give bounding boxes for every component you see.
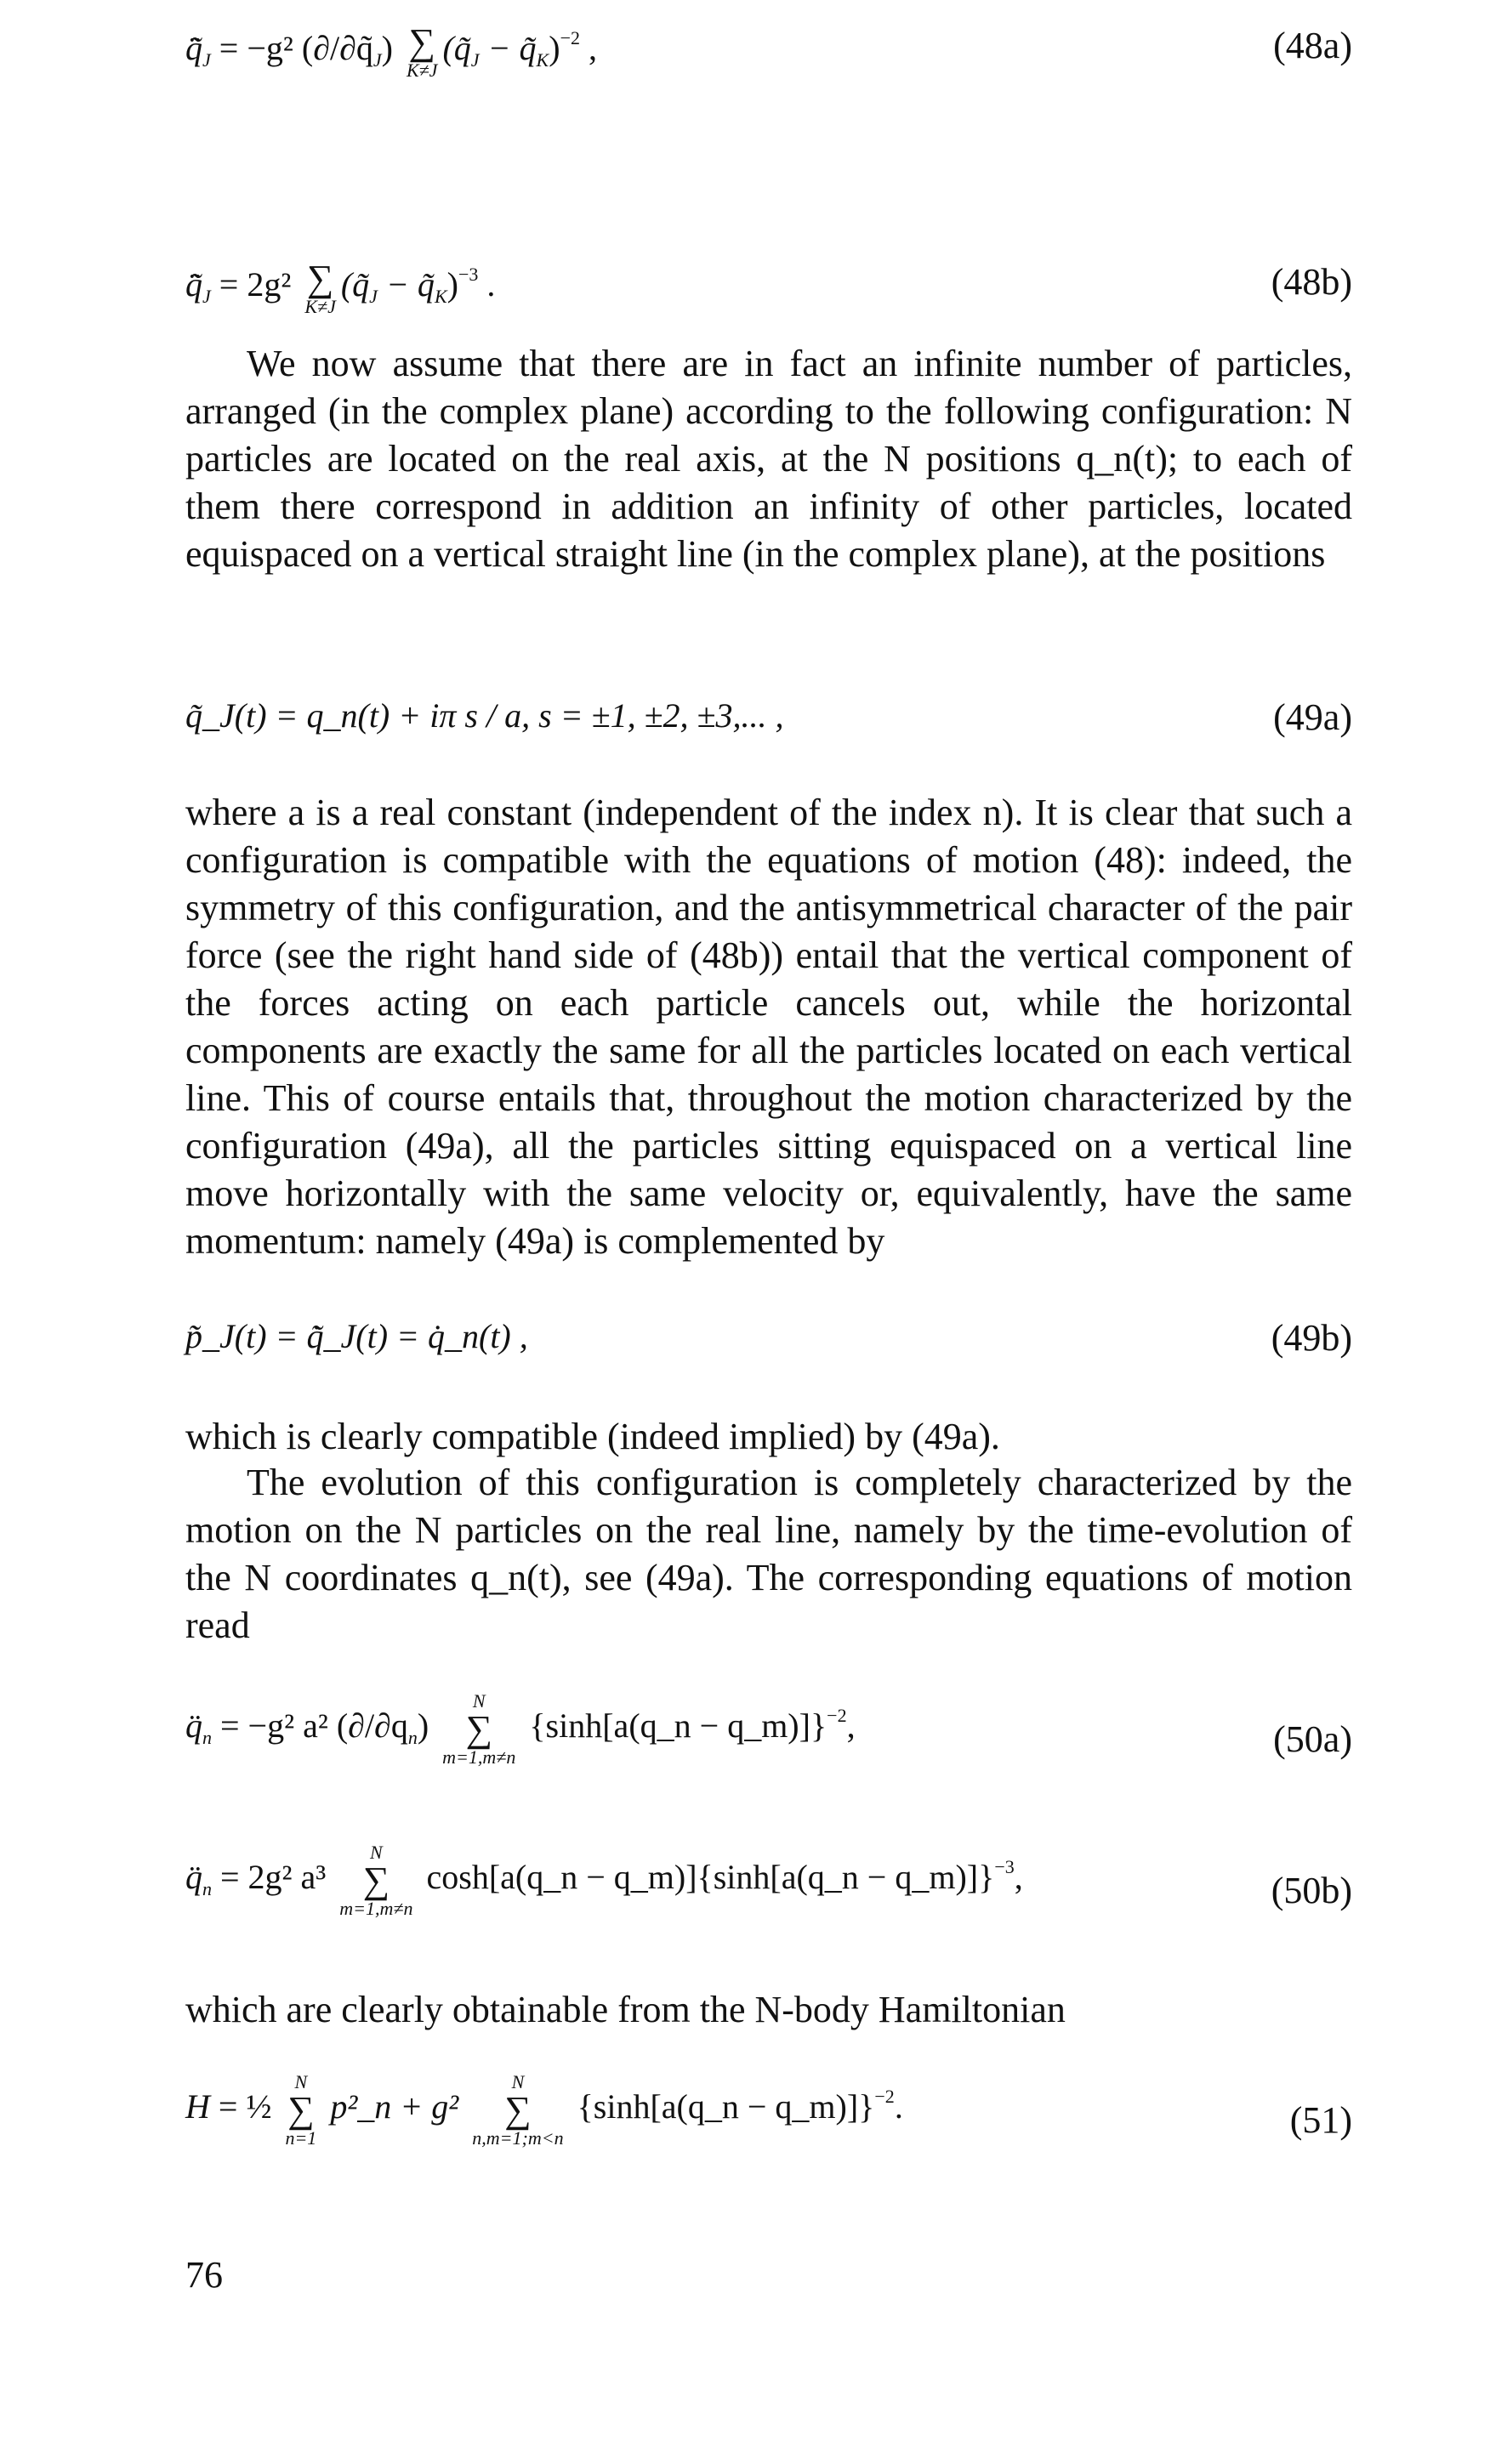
equation-49a [185,695,1352,747]
sum-operator: N ∑ m=1,m≠n [442,1690,516,1768]
equation-number: (50a) [1273,1718,1352,1760]
equation-49b [185,1316,1352,1367]
equation-49b-math: p̃_J(t) = q̃̇_J(t) = q̇_n(t) , [185,1317,528,1355]
sum-operator: ∑ K≠J [304,258,336,317]
sum-operator: ∑ K≠J [406,21,438,81]
equation-number: (50b) [1271,1870,1352,1911]
equation-48a [185,21,1352,100]
paragraph-1: We now assume that there are in fact an infinite number of particles, arranged (in the complex plane) according to the following configuration: N particles are located on the real axis, at the N positions q_n(t); to each of them there correspond in addition an infinity of other particles, located equispaced on a vertical straight line (in the complex plane), at the positions [185,343,1352,575]
equation-48b [185,260,1352,337]
equation-50b [185,1843,1352,1937]
page-number: 76 [185,2254,223,2296]
equation-50b-math: $q̈_n = 2g^2$ a³ N ∑ m=1,m≠n cosh[a(q_n − q_m)]{sinh[a(q_n − q_m)]}$^{-3}$, [185,1842,1023,1919]
equation-number: (48a) [1273,25,1352,66]
sum-operator: N ∑ n=1 [285,2071,317,2149]
equation-50a [185,1692,1352,1786]
equation-number: (51) [1289,2099,1352,2141]
equation-48b-math: $q̃̈_J = 2g^2$ ∑ K≠J ($q̃_J$ − $q̃_K)^{-3}$ . [185,258,496,317]
paragraph-3: which is clearly compatible (indeed implied) by (49a). [185,1416,1000,1457]
paragraph-4: The evolution of this configuration is completely characterized by the motion on the N particles on the real line, namely by the time-evolution of the N coordinates q_n(t), see (49a). The corresponding equations of motion read [185,1462,1352,1646]
equation-48a-math: $q̃̈_J = -g^2$ $(\partial/\partial q̃_J)$ ∑ K≠J ($q̃_J$ − $q̃_K)^{-2}$ , [185,21,597,81]
equation-number: (48b) [1271,261,1352,303]
paragraph-5: which are clearly obtainable from the N-body Hamiltonian [185,1989,1066,2030]
sum-operator: N ∑ n,m=1;m<n [472,2071,564,2149]
equation-50a-math: $q̈_n = -g^2$ a² $(\partial/\partial q_n)$ N ∑ m=1,m≠n {sinh[a(q_n − q_m)]}$^{-2}$, [185,1690,856,1768]
paragraph-2: where a is a real constant (independent of the index n). It is clear that such a configuration is compatible with the equations of motion (48): indeed, the symmetry of this configuration, and the antisymmetrical character of the pair force (see the right hand side of (48b)) entail that the vertical component of the forces acting on each particle cancels out, while the horizontal components are exactly the same for all the particles located on each vertical line. This of course entails that, throughout the motion characterized by the configuration (49a), all the particles sitting equispaced on a vertical line move horizontally with the same velocity or, equivalently, have the same momentum: namely (49a) is complemented by [185,792,1352,1262]
equation-number: (49a) [1273,696,1352,738]
page [185,0,1352,2464]
equation-number: (49b) [1271,1317,1352,1359]
sum-operator: N ∑ m=1,m≠n [339,1842,413,1919]
equation-51 [185,2073,1352,2166]
equation-51-math: H = ½ N ∑ n=1 p²_n + g² N ∑ n,m=1;m<n {sinh[a(q_n − q_m)]}$^{-2}$. [185,2071,903,2149]
equation-49a-math: q̃_J(t) = q_n(t) + iπ s / a, s = ±1, ±2, ±3,... , [185,696,784,735]
